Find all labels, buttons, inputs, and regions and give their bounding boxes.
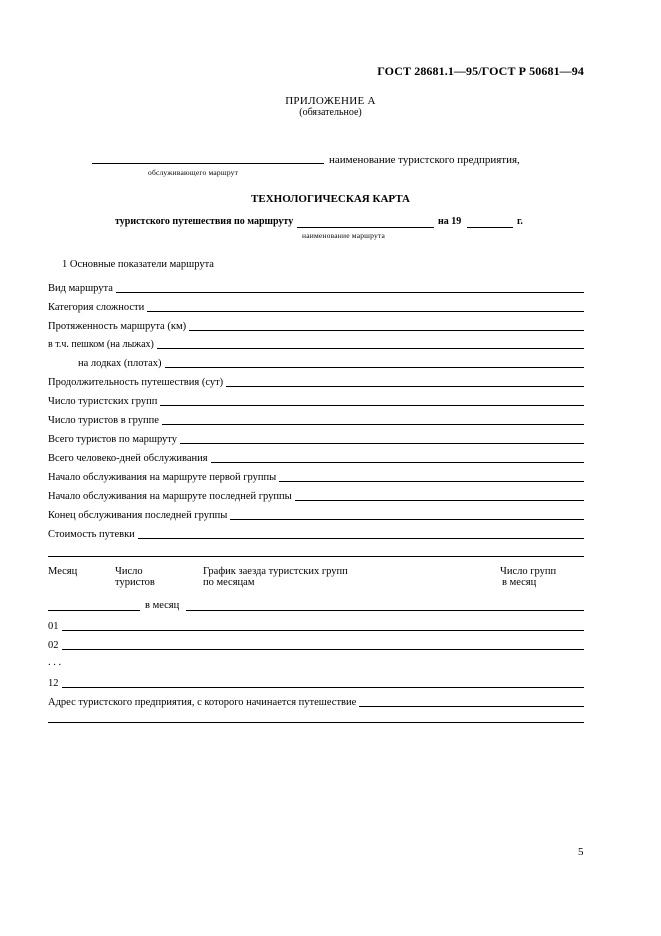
field-label: на лодках (плотах) (78, 358, 162, 369)
field-label: Вид маршрута (48, 283, 113, 294)
field-first-group-start[interactable] (48, 470, 584, 484)
field-total-tourists[interactable] (48, 432, 584, 446)
field-difficulty[interactable] (48, 300, 584, 314)
col-groups-line2: в месяц (502, 577, 537, 588)
per-month-label: в месяц (145, 600, 180, 611)
month-label: 01 (48, 621, 59, 632)
org-name-blank (92, 163, 324, 164)
col-tourists-line1: Число (115, 566, 143, 577)
route-year-suffix: г. (517, 216, 523, 227)
month-row-12[interactable] (48, 676, 584, 690)
route-year-prefix: на 19 (438, 216, 462, 227)
col-month: Месяц (48, 566, 78, 577)
field-groups-count[interactable] (48, 394, 584, 408)
blank-line[interactable] (48, 556, 584, 557)
route-year-blank (467, 227, 513, 228)
org-caption: обслуживающего маршрут (148, 168, 239, 177)
route-prefix: туристского путешествия по маршруту (115, 216, 294, 227)
card-title: ТЕХНОЛОГИЧЕСКАЯ КАРТА (251, 193, 410, 205)
field-voucher-cost[interactable] (48, 527, 584, 541)
per-month-blank[interactable] (48, 610, 140, 611)
per-month-fill[interactable] (186, 610, 584, 611)
section-title: 1 Основные показатели маршрута (62, 259, 214, 270)
field-label: в т.ч. пешком (на лыжах) (48, 339, 154, 350)
appendix-title: ПРИЛОЖЕНИЕ А (285, 95, 376, 107)
field-label: Адрес туристского предприятия, с которого начинается путешествие (48, 697, 357, 708)
route-name-blank (297, 227, 434, 228)
field-label: Протяженность маршрута (км) (48, 321, 187, 332)
address-line-2[interactable] (48, 722, 584, 723)
field-label: Число туристов в группе (48, 415, 159, 426)
field-last-group-start[interactable] (48, 489, 584, 503)
field-person-days[interactable] (48, 451, 584, 465)
field-label: Продолжительность путешествия (сут) (48, 377, 224, 388)
month-label: 02 (48, 640, 59, 651)
month-row-02[interactable] (48, 638, 584, 652)
appendix-subtitle: (обязательное) (299, 107, 362, 118)
field-label: Начало обслуживания на маршруте последней группы (48, 491, 292, 502)
field-walking[interactable] (48, 337, 584, 351)
standard-number: ГОСТ 28681.1—95/ГОСТ Р 50681—94 (377, 64, 584, 78)
field-last-group-end[interactable] (48, 508, 584, 522)
col-schedule-line2: по месяцам (203, 577, 255, 588)
field-label: Всего туристов по маршруту (48, 434, 178, 445)
col-schedule-line1: График заезда туристских групп (203, 566, 348, 577)
field-label: Категория сложности (48, 302, 145, 313)
field-label: Число туристских групп (48, 396, 158, 407)
col-tourists-line2: туристов (115, 577, 155, 588)
field-label: Стоимость путевки (48, 529, 135, 540)
field-length[interactable] (48, 319, 584, 333)
col-groups-line1: Число групп (500, 566, 557, 577)
field-label: Конец обслуживания последней группы (48, 510, 228, 521)
field-address[interactable] (48, 695, 584, 709)
field-boats[interactable] (78, 356, 584, 370)
month-label: 12 (48, 678, 59, 689)
org-label: наименование туристского предприятия, (329, 154, 520, 166)
field-route-type[interactable] (48, 281, 584, 295)
page-number: 5 (578, 846, 584, 858)
field-tourists-per-group[interactable] (48, 413, 584, 427)
field-duration[interactable] (48, 375, 584, 389)
field-label: Всего человеко-дней обслуживания (48, 453, 208, 464)
month-ellipsis: . . . (48, 657, 62, 668)
route-caption: наименование маршрута (302, 231, 386, 240)
month-row-01[interactable] (48, 619, 584, 633)
field-label: Начало обслуживания на маршруте первой группы (48, 472, 277, 483)
